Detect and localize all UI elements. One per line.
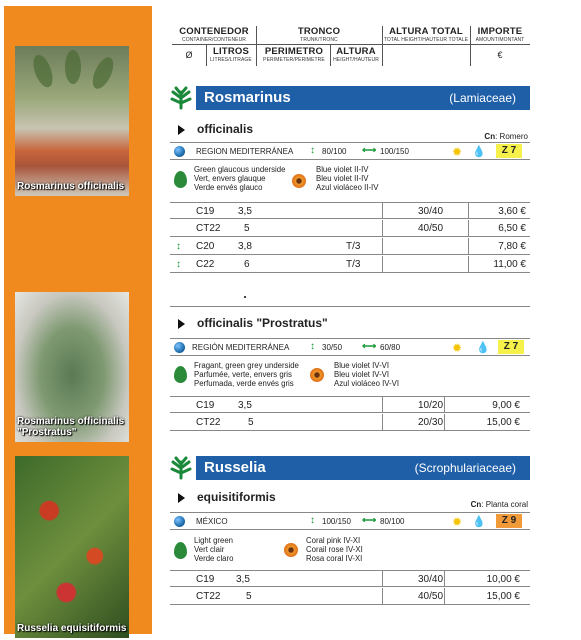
header-importe: IMPORTE (477, 26, 523, 37)
flower-desc-en: Coral pink IV-XI (306, 536, 361, 545)
genus-name: Russelia (204, 459, 266, 476)
width-value: 100/150 (380, 147, 409, 156)
arrow-right-icon (178, 125, 185, 135)
photo-russelia-equisitiformis (15, 456, 129, 638)
header-altura-sub: HEIGHT/HAUTEUR (333, 57, 379, 63)
cell-altura: 30/40 (418, 574, 444, 585)
photo-sidebar (4, 6, 152, 634)
cell-container: C22 (196, 259, 215, 270)
flower-desc-en: Blue violet IV-VI (334, 361, 390, 370)
arrow-right-icon (178, 493, 185, 503)
flower-desc-es: Rosa coral IV-XI (306, 554, 363, 564)
height-value: 100/150 (322, 517, 351, 526)
cell-price: 9,00 € (492, 400, 520, 411)
genus-band-rosmarinus (170, 86, 530, 110)
variety-name: officinalis (197, 122, 254, 136)
flower-description (306, 536, 363, 564)
leaf-desc-es: Verde claro (194, 554, 234, 564)
cell-altura: 10/20 (418, 400, 444, 411)
cell-price: 11,00 € (493, 259, 526, 270)
cell-container: CT22 (196, 417, 221, 428)
table-row (170, 220, 530, 237)
leaf-description (194, 361, 299, 389)
genus-band-russelia (170, 456, 530, 480)
table-row (170, 238, 530, 255)
cell-litros: 6 (244, 259, 250, 270)
sun-icon: ✹ (452, 145, 463, 159)
common-name (484, 132, 528, 141)
header-contenedor-sub: CONTAINER/CONTENEUR (181, 37, 247, 43)
header-litros-sub: LITRES/LITRAGE (210, 57, 252, 63)
header-altura: ALTURA (336, 46, 376, 57)
cell-altura: 20/30 (418, 417, 444, 428)
cell-altura: 40/50 (418, 223, 444, 234)
water-drops-icon: 💧 (472, 516, 486, 528)
info-strip (170, 338, 530, 356)
header-tronco-sub: TRUNK/TRONC (300, 37, 338, 43)
hardiness-zone: Z 9 (496, 514, 522, 528)
header-litros: LITROS (212, 46, 250, 57)
variety-name: officinalis "Prostratus" (197, 316, 328, 330)
flower-description (334, 361, 399, 389)
cell-price: 15,00 € (486, 417, 520, 428)
plant-icon (170, 456, 192, 480)
globe-icon (174, 146, 185, 157)
cell-container: C19 (196, 574, 215, 585)
header-euro: € (497, 50, 503, 60)
cell-price: 7,80 € (498, 241, 526, 252)
width-value: 80/100 (380, 517, 405, 526)
height-arrow-icon: ↕ (310, 515, 315, 526)
table-row (170, 588, 530, 605)
leaf-desc-es: Perfumada, verde envés gris (194, 379, 294, 389)
sun-shade-icon: ✹ (452, 341, 463, 355)
cell-litros: 5 (246, 591, 252, 602)
header-perimetro: PERIMETRO (264, 46, 324, 57)
header-altura-total: ALTURA TOTAL (389, 26, 463, 37)
cell-tronco: T/3 (346, 241, 361, 252)
common-name (471, 500, 528, 509)
photo-caption: Russelia equisitiformis (17, 623, 127, 634)
cell-container: CT22 (196, 591, 221, 602)
info-strip (170, 512, 530, 530)
genus-name: Rosmarinus (204, 89, 291, 106)
family-name: (Scrophulariaceae) (414, 461, 516, 475)
leaf-desc-fr: Vert, envers glauque (194, 174, 266, 184)
header-contenedor: CONTENEDOR (179, 26, 249, 37)
leaf-desc-fr: Parfumée, verte, envers gris (194, 370, 292, 380)
cell-price: 6,50 € (498, 223, 526, 234)
flower-icon (284, 543, 298, 557)
header-diameter: Ø (185, 50, 193, 60)
height-arrow-icon: ↕ (310, 341, 315, 352)
table-row (170, 414, 530, 431)
header-importe-sub: AMOUNT/MONTANT (475, 37, 525, 43)
variety-name: equisitiformis (197, 490, 276, 504)
water-drops-icon: 💧 (472, 146, 486, 158)
region: REGIÓN MEDITERRÁNEA (192, 343, 290, 352)
trunk-icon: ↕ (176, 259, 181, 270)
leaf-icon (174, 171, 187, 188)
column-header (172, 26, 530, 66)
cell-price: 10,00 € (486, 574, 520, 585)
cn-value: : Planta coral (481, 500, 528, 509)
cell-litros: 3,5 (238, 206, 252, 217)
flower-icon (310, 368, 324, 382)
cell-container: C19 (196, 206, 215, 217)
photo-rosmarinus-prostratus (15, 292, 129, 442)
variety-title (178, 316, 328, 330)
leaf-desc-es: Verde envés glauco (194, 183, 263, 193)
width-arrow-icon: ⟷ (362, 341, 377, 352)
cell-litros: 3,5 (238, 400, 252, 411)
flower-description (316, 165, 378, 193)
variety-title (178, 122, 253, 136)
height-value: 80/100 (322, 147, 347, 156)
table-row (170, 202, 530, 219)
cell-litros: 5 (244, 223, 250, 234)
height-arrow-icon: ↕ (310, 145, 315, 156)
leaf-desc-fr: Vert clair (194, 545, 225, 555)
cn-label: Cn (484, 132, 496, 141)
header-tronco: TRONCO (297, 26, 341, 37)
cell-altura: 30/40 (418, 206, 444, 217)
cell-tronco: T/3 (346, 259, 361, 270)
flower-desc-es: Azul violáceo II-IV (316, 183, 379, 193)
sun-icon: ✹ (452, 515, 463, 529)
cn-label: Cn (470, 500, 482, 509)
flower-desc-es: Azul violáceo IV-VI (334, 379, 400, 389)
trunk-icon: ↕ (176, 241, 181, 252)
region: MÉXICO (196, 517, 228, 526)
cell-price: 3,60 € (498, 206, 526, 217)
water-drop-icon: 💧 (476, 342, 490, 354)
header-perimetro-sub: PERIMETER/PERIMETRE (263, 57, 325, 63)
leaf-description (194, 536, 233, 564)
cell-litros: 3,5 (236, 574, 250, 585)
hardiness-zone: Z 7 (496, 144, 522, 158)
region: REGION MEDITERRÁNEA (196, 147, 294, 156)
photo-caption: Rosmarinus officinalis (17, 181, 125, 192)
cell-container: CT22 (196, 223, 221, 234)
leaf-icon (174, 542, 187, 559)
cell-litros: 3,8 (238, 241, 252, 252)
width-value: 60/80 (380, 343, 401, 352)
arrow-right-icon (178, 319, 185, 329)
height-value: 30/50 (322, 343, 343, 352)
variety-title (178, 490, 276, 504)
width-arrow-icon: ⟷ (362, 515, 377, 526)
photo-caption: Rosmarinus officinalis "Prostratus" (17, 416, 125, 438)
header-altura-total-sub: TOTAL HEIGHT/HAUTEUR TOTALE (383, 37, 469, 43)
cell-container: C19 (196, 400, 215, 411)
photo-rosmarinus-officinalis (15, 46, 129, 196)
family-name: (Lamiaceae) (449, 91, 516, 105)
leaf-desc-en: Green glaucous underside (194, 165, 286, 174)
cell-price: 15,00 € (486, 591, 520, 602)
cell-container: C20 (196, 241, 215, 252)
leaf-description (194, 165, 285, 193)
table-row (170, 396, 530, 413)
globe-icon (174, 516, 185, 527)
leaf-desc-en: Fragant, green grey underside (194, 361, 299, 370)
flower-desc-en: Blue violet II-IV (316, 165, 369, 174)
hardiness-zone: Z 7 (498, 340, 524, 354)
globe-icon (174, 342, 185, 353)
speck (244, 296, 246, 298)
table-row (170, 570, 530, 587)
info-strip (170, 142, 530, 160)
leaf-icon (174, 366, 187, 383)
width-arrow-icon: ⟷ (362, 145, 377, 156)
leaf-desc-en: Light green (194, 536, 234, 545)
cn-value: : Romero (495, 132, 528, 141)
flower-desc-fr: Bleu violet II-IV (316, 174, 369, 184)
flower-desc-fr: Corail rose IV-XI (306, 545, 363, 555)
cell-altura: 40/50 (418, 591, 444, 602)
table-row (170, 256, 530, 273)
flower-desc-fr: Bleu violet IV-VI (334, 370, 390, 380)
cell-litros: 5 (248, 417, 254, 428)
flower-icon (292, 174, 306, 188)
plant-icon (170, 86, 192, 110)
